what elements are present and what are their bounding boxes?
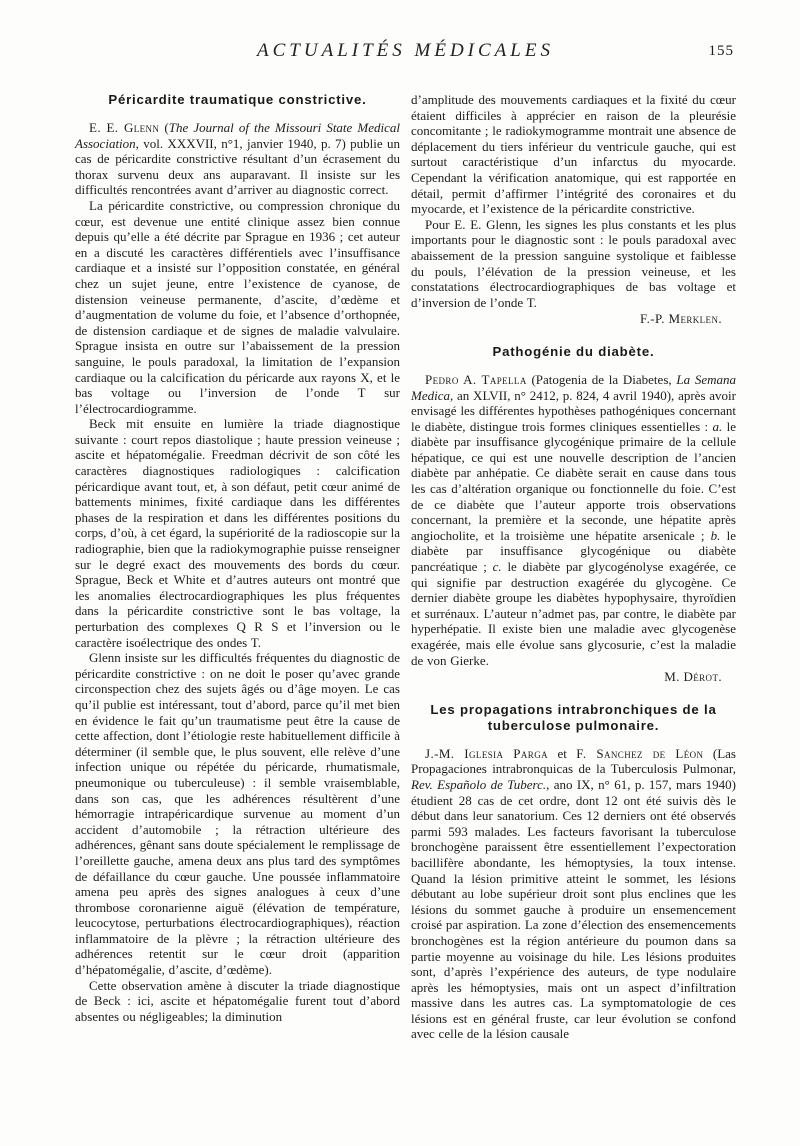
text-segment: ( bbox=[159, 120, 169, 135]
text-segment: a. bbox=[712, 418, 723, 434]
paragraph bbox=[411, 92, 736, 217]
text-segment: (Las Propagaciones intrabronquicas de la Tuberculosis Pulmonar, bbox=[411, 745, 736, 777]
text-segment: le diabète par insuffisance glycogénique ou diabète pancréatique ; bbox=[411, 527, 736, 575]
journal-title: ACTUALITÉS MÉDICALES bbox=[257, 40, 554, 61]
author-signature bbox=[411, 669, 736, 685]
text-segment: (Patogenia de la Diabetes, bbox=[526, 371, 677, 387]
text-segment: , an XLVII, n° 2412, p. 824, 4 avril 1940), après avoir envisagé les différentes hypothèses pathogéniques concernant le diabète, distingue trois formes cliniques essentielles : bbox=[411, 387, 736, 434]
text-segment: le diabète par insuffisance glycogénique primaire de la cellule hépatique, ce qui est une nouvelle description de l’ancien diabète par anhépatie. Ce diabète serait en cause dans tous les cas d’altération organique ou fonctionnelle du foie. C’est de ce diabète que l’auteur apporte trois observations concernant, la première et la seconde, une hépatite après angiocholite, et la troisième une hépatite arsenicale ; bbox=[411, 418, 736, 543]
paragraph bbox=[411, 372, 736, 668]
text-segment: b. bbox=[710, 527, 721, 543]
text-segment: le diabète par glycogénolyse exagérée, ce qui signifie par destruction exagérée du glycogène. Ce dernier diabète groupe les diabètes hypophysaire, thyroïdien et surrénaux. L’auteur n’admet pas, par contre, le diabète par hyperhépatie. Il existe bien une maladie avec glycogenèse exagérée, mais elle évolue sans glycosurie, c’est la maladie de von Gierke. bbox=[411, 559, 736, 668]
right-column bbox=[411, 92, 736, 1042]
paragraph bbox=[75, 198, 400, 416]
paragraph bbox=[75, 978, 400, 1025]
text-segment: Cette observation amène à discuter la triade diagnostique de Beck : ici, ascite et hépatomégalie furent tout d’abord absentes ou négligeables; la diminution bbox=[75, 977, 400, 1024]
paragraph bbox=[75, 120, 400, 198]
text-segment: E. E. Glenn bbox=[89, 120, 160, 135]
two-column-layout bbox=[75, 92, 736, 1042]
left-column bbox=[75, 92, 400, 1042]
text-segment: Pour E. E. Glenn, les signes les plus constants et les plus importants pour le diagnostic sont : le pouls paradoxal avec abaissement de la pression sanguine systolique et faiblesse du pouls, l’élévation de la pression veineuse, et les constatations électrocardiographiques de bas voltage et d’inversion de l’onde T. bbox=[411, 216, 736, 310]
text-segment: , vol. XXXVII, n°1, janvier 1940, p. 7) publie un cas de péricardite constrictive résultant d’un écrasement du thorax survenu deux ans auparavant. Il insiste sur les difficultés rencontrées avant d’arriver au diagnostic correct. bbox=[75, 135, 400, 198]
paragraph bbox=[411, 746, 736, 1042]
paragraph bbox=[411, 217, 736, 311]
text-segment: Glenn insiste sur les difficultés fréquentes du diagnostic de péricardite constrictive : on ne doit le poser qu’avec grande circonspection chez des sujets âgés ou d’âge moyen. Le cas qu’il publie est intéressant, tout d’abord, parce qu’il met bien en évidence le fait qu’un traumatisme peut être la cause de cette affection, dont l’étiologie reste habituellement difficile à déterminer (il semble que, le plus souvent, elle relève d’une infection unique ou répétée du péricarde, rhumatismale, pneumonique ou tuberculeuse) : il semble vraisemblable, dans son cas, que les adhérences résultèrent d’une hémorragie intrapéricardique survenue au moment d’un accident d’automobile ; la rétraction ultérieure des adhérences, gênant sans doute spécialement le remplissage de l’oreillette gauche, amena deux ans plus tard des symptômes de défaillance du cœur gauche. Une poussée inflammatoire amena peu après des signes analogues à ceux d’une thrombose coronarienne aiguë (élévation de température, leucocytose, perturbations électrocardiographiques), réaction inflammatoire de la plèvre ; la rétraction ultérieure des adhérences retentit sur le cœur droit (apparition d’hépatomégalie, d’ascite, d’œdème). bbox=[75, 650, 401, 978]
paragraph bbox=[75, 416, 400, 650]
page-number: 155 bbox=[708, 43, 734, 59]
author-name: M. Dérot. bbox=[664, 669, 722, 685]
author-name: F.-P. Merklen. bbox=[640, 311, 722, 327]
text-segment: , ano IX, n° 61, p. 157, mars 1940) étudient 28 cas de cet ordre, dont 12 ont été suivis dès le début dans leur sanatorium. Ces 12 derniers ont été observés parmi 593 malades. Les facteurs favorisant la tuberculose bronchogène paraissent être essentiellement l’expectoration bacillifère abondante, les hémoptysies, la toux intense. Quand la lésion primitive atteint le sommet, les lésions débutant au lobe supérieur droit sont plus enclines que les lésions du sommet gauche à produire un ensemencement croisé par aspiration. La zone d’élection des ensemencements bronchogènes est la région antérieure du poumon dans sa partie moyenne au voisinage du hile. Les lésions produites sont, d’après l’expérience des auteurs, de type nodulaire après les hémoptysies, mais ont un aspect d’infiltration massive dans les autres cas. La symptomatologie de ces lésions est en général fruste, car leur évolution se confond avec celle de la lésion causale bbox=[411, 776, 736, 1042]
text-segment: c. bbox=[492, 559, 502, 575]
text-segment: Rev. Españolo de Tuberc. bbox=[411, 776, 547, 792]
page-header bbox=[75, 40, 736, 70]
text-segment: et bbox=[548, 745, 577, 761]
text-segment: Beck mit ensuite en lumière la triade diagnostique suivante : court repos diastolique ; haute pression veineuse ; ascite et hépatomégalie. Freedman décrivit de son côté les caractères diagnostiques radiologiques : calcification péricardique avant tout, et, à son défaut, petit cœur animé de battements minimes, fixité cardiaque dans les différentes phases de la respiration et dans les différentes positions du corps, d’où, à cet égard, la supériorité de la radioscopie sur la radiographie, bien que la radiokymographie puisse renseigner sur le degré exact des mouvements des bords du cœur. Sprague, Beck et White et d’autres auteurs ont montré que les anomalies électrocardiographiques les plus fréquentes dans la péricardite constrictive sont le bas voltage, la perturbation des complexes Q R S et l’inversion ou le caractère isoélectrique des ondes T. bbox=[75, 416, 400, 650]
text-segment: J.-M. Iglesia Parga bbox=[425, 745, 548, 761]
article-title: Les propagations intrabronchiques de la tuberculose pulmonaire. bbox=[430, 701, 717, 733]
text-segment: La Semana Medica bbox=[411, 371, 736, 403]
article-title: Pathogénie du diabète. bbox=[492, 343, 655, 359]
text-segment: d’amplitude des mouvements cardiaques et la fixité du cœur étaient difficiles à apprécier en raison de la pleurésie concomitante ; le radiokymogramme montrait une absence de déplacement du tiers inférieur du ventricule gauche, qui est surtout caractéristique d’un infarctus du myocarde. Cependant la vérification anatomique, qui est rapportée en détail, permit d’affirmer l’intégrité des coronaires et du myocarde, et l’existence de la péricardite constrictive. bbox=[411, 92, 736, 217]
author-signature bbox=[411, 311, 736, 327]
text-segment: Pedro A. Tapella bbox=[425, 371, 527, 387]
text-segment: The Journal of the Missouri State Medical Association bbox=[75, 120, 400, 151]
paragraph bbox=[75, 650, 400, 977]
text-segment: La péricardite constrictive, ou compression chronique du cœur, est devenue une entité clinique assez bien connue depuis qu’elle a été décrite par Sprague en 1936 ; cet auteur en a discuté les caractères différentiels avec l’insuffisance cardiaque et a insisté sur l’opposition constatée, en général chez un sujet jeune, entre l’existence de cyanose, de distension veineuse permanente, d’ascite, d’œdème et d’augmentation de volume du foie, et l’absence d’orthopnée, de distension cardiaque et de signes de maladie valvulaire. Sprague insista en outre sur l’abaissement de la pression sanguine, le pouls paradoxal, la limitation de l’expansion cardiaque ou la calcification du péricarde aux rayons X, et le bas voltage ou l’inversion de l’onde T sur l’électrocardiogramme. bbox=[75, 197, 400, 416]
text-segment: F. Sanchez de Léon bbox=[576, 745, 704, 761]
article-title: Péricardite traumatique constrictive. bbox=[108, 92, 367, 107]
